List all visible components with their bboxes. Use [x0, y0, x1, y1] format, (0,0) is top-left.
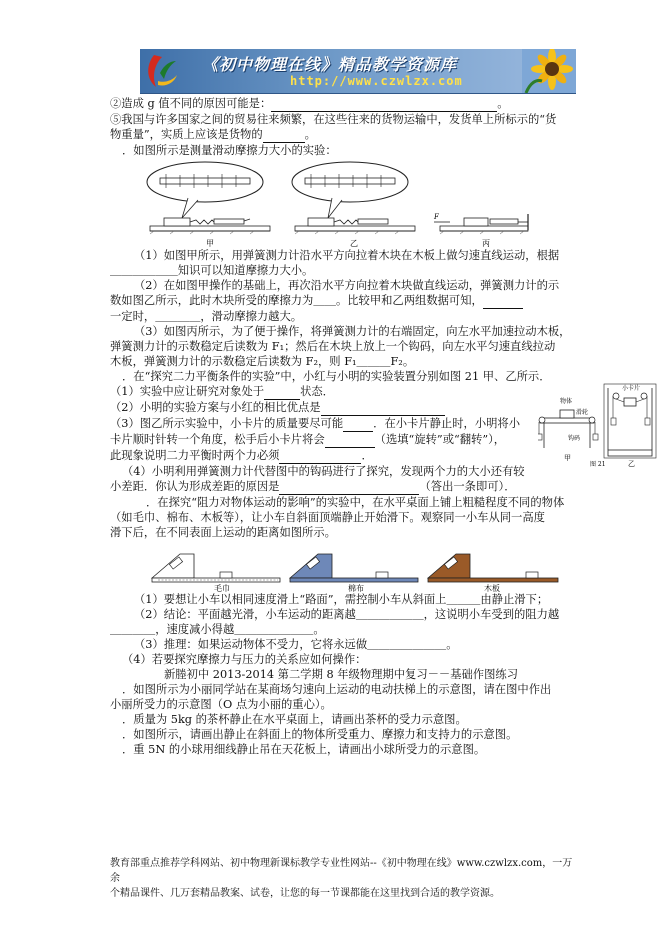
q-balance-title: ．在“探究二力平衡条件的实验”中，小红与小明的实验装置分别如图 21 甲、乙所示． [122, 370, 551, 383]
q-friction-1b: ＿＿＿＿＿＿知识可以知道摩擦力大小。 [110, 264, 314, 277]
q-trade-line-2: 物重量”，实质上应该是货物的 。 [110, 128, 316, 141]
q-balance-3b: 卡片顺时针转一个角度，松手后小卡片将会 （选填“旋转”或“翻转”）， [110, 433, 506, 446]
label-fig21: 图 21 [590, 461, 606, 468]
footer-line-1: 教育部重点推荐学科网站、初中物理新课标教学专业性网站--《初中物理在线》www.czwlzx.com，一万余 [110, 858, 573, 884]
label-cotton: 棉布 [348, 584, 364, 592]
q-friction-1a: （1）如图甲所示，用弹簧测力计沿水平方向拉着木块在木板上做匀速直线运动，根据 [134, 249, 560, 262]
page-footer [110, 856, 580, 901]
answer-blank [321, 400, 445, 416]
answer-blank [483, 293, 523, 309]
q-gravity-line: ②造成 g 值不同的原因可能是： 。 [110, 97, 509, 110]
q-balance-4a: （4）小明利用弹簧测力计代替图中的钩码进行了探究，发现两个力的大小还有较 [122, 465, 525, 478]
label-weights: 钩码 [568, 435, 581, 442]
q-motion-c: 滑下后，在不同表面上运动的距离如图所示。 [110, 526, 336, 539]
sunflower-icon [522, 49, 576, 93]
spring-scale-zoom-yi [292, 162, 408, 218]
q-draw-4: ．重 5N 的小球用细线静止吊在天花板上，请画出小球所受力的示意图。 [122, 743, 486, 756]
q-friction-2c: 一定时，＿＿＿＿，滑动摩擦力越大。 [110, 310, 303, 323]
site-logo-icon [142, 51, 180, 91]
site-banner [140, 49, 576, 94]
q-balance-4b: 小差距．你认为形成差距的原因是 （答出一条即可）． [110, 480, 516, 493]
section-title: 新塍初中 2013-2014 第二学期 8 年级物理期中复习－－基础作图练习 [164, 668, 518, 681]
label-object: 物体 [560, 398, 573, 405]
q-motion-2b: ＿＿＿＿，速度减小得越＿＿＿＿＿＿＿。 [110, 623, 325, 636]
footer-line-2: 个精品课件、几万套精品教案、试卷，让您的每一节课都能在这里找到合适的教学资源。 [110, 888, 500, 899]
label-bing: 丙 [482, 239, 490, 248]
q-friction-3a: （3）如图丙所示，为了便于操作，将弹簧测力计的右端固定，向左水平加速拉动木板， [134, 325, 571, 338]
answer-blank [343, 416, 373, 432]
q-motion-4: （4）若要探究摩擦力与压力的关系应如何操作： [122, 653, 367, 666]
q-motion-1: （1）要想让小车以相同速度滑上“路面”，需控制小车从斜面上＿＿＿由静止滑下； [134, 593, 549, 606]
figure-21 [538, 378, 660, 468]
setup-bing [433, 213, 528, 234]
q-motion-3: （3）推理：如果运动物体不受力，它将永远做＿＿＿＿＿＿＿。 [134, 638, 458, 651]
motion-surfaces-figure [150, 542, 570, 592]
setup-jia [150, 218, 270, 234]
label-fig21-jia: 甲 [564, 454, 571, 462]
q-draw-1b: 小丽所受力的示意图（O 点为小丽的重心）。 [110, 698, 332, 711]
q-motion-b: （如毛巾、棉布、木板等），让小车自斜面顶端静止开始滑下。观察同一小车从同一高度 [110, 511, 545, 524]
q-friction-3b: 弹簧测力计的示数稳定后读数为 F₁；然后在木块上放上一个钩码，向左水平匀速直线拉动 [110, 340, 556, 353]
q-balance-block [110, 384, 641, 495]
setup-yi [295, 218, 415, 234]
q-friction-2a: （2）在如图甲操作的基础上，再次沿水平方向拉着木块做直线运动，弹簧测力计的示 [134, 279, 560, 292]
label-yi: 乙 [350, 239, 358, 248]
q-balance-2: （2）小明的实验方案与小红的相比优点是 [110, 400, 572, 416]
q-balance-1: （1）实验中应让研究对象处于 状态． [110, 385, 334, 398]
label-towel: 毛巾 [214, 584, 230, 592]
spring-scale-zoom-jia [147, 162, 263, 218]
label-fig21-yi: 乙 [628, 460, 635, 468]
label-pulley: 滑轮 [576, 409, 589, 416]
q-friction-2b: 数如图乙所示，此时木块所受的摩擦力为＿＿。比较甲和乙两组数据可知， [110, 293, 572, 309]
q-friction-title: ．如图所示是测量滑动摩擦力大小的实验： [122, 144, 337, 157]
ramp-wood [428, 554, 558, 592]
worksheet-body [110, 96, 641, 757]
answer-blank [264, 384, 300, 400]
ramp-towel [152, 554, 280, 592]
site-url[interactable]: http://www.czwlzx.com [290, 74, 463, 88]
q-friction-3c: 木板，弹簧测力计的示数稳定后读数为 F₂，则 F₁＿＿＿F₂。 [110, 355, 415, 368]
q-draw-3: ．如图所示，请画出静止在斜面上的物体所受重力、摩擦力和支持力的示意图。 [122, 728, 518, 741]
ramp-cotton [290, 554, 418, 592]
svg-text:F: F [434, 213, 439, 221]
answer-blank [263, 127, 305, 143]
site-title: 《初中物理在线》精品教学资源库 [202, 55, 458, 74]
answer-blank [279, 448, 361, 464]
label-jia: 甲 [206, 239, 214, 248]
answer-blank [325, 432, 375, 448]
q-draw-2: ．质量为 5kg 的茶杯静止在水平桌面上，请画出茶杯的受力示意图。 [122, 713, 467, 726]
label-wood: 木板 [484, 584, 500, 592]
q-motion-a: ．在探究“阻力对物体运动的影响”的实验中，在水平桌面上铺上粗糙程度不同的物体 [146, 496, 565, 509]
q-trade-line: ⑤我国与许多国家之间的贸易往来频繁，在这些往来的货物运输中，发货单上所标示的“货 [110, 113, 557, 126]
answer-blank [271, 96, 497, 112]
friction-experiment-figure [110, 160, 530, 248]
q-draw-1a: ．如图所示为小丽同学站在某商场匀速向上运动的电动扶梯上的示意图，请在图中作出 [122, 683, 552, 696]
label-card: 小卡片 [622, 385, 641, 392]
q-motion-2a: （2）结论：平面越光滑，小车运动的距离越＿＿＿＿＿＿，这说明小车受到的阻力越 [134, 608, 560, 621]
answer-blank [279, 479, 419, 495]
q-balance-3c: 此现象说明二力平衡时两个力必须 ． [110, 449, 373, 462]
q-balance-3a: （3）图乙所示实验中，小卡片的质量要尽可能 ．在小卡片静止时，小明将小 [110, 417, 521, 430]
